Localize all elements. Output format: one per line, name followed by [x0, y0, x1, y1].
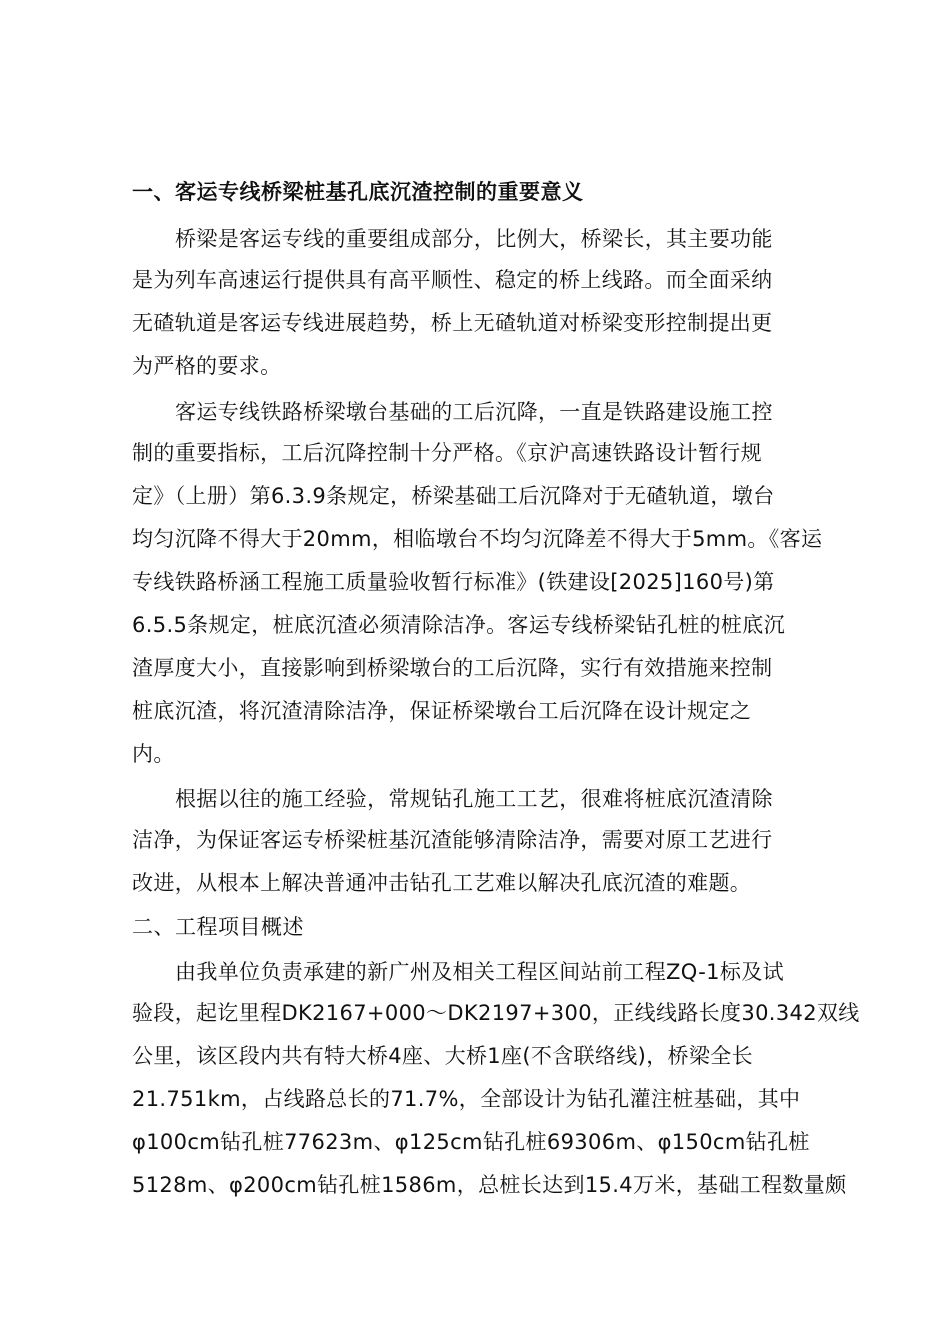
paragraph-line: 无碴轨道是客运专线进展趋势，桥上无碴轨道对桥梁变形控制提出更 [132, 311, 773, 335]
paragraph-line: 定》（上册）第6.3.9条规定，桥梁基础工后沉降对于无碴轨道，墩台 [132, 484, 775, 508]
paragraph-line: 客运专线铁路桥梁墩台基础的工后沉降，一直是铁路建设施工控 [175, 400, 773, 424]
paragraph-line: 内。 [132, 742, 175, 766]
paragraph-line: 为严格的要求。 [132, 354, 282, 378]
paragraph-line: 由我单位负责承建的新广州及相关工程区间站前工程ZQ-1标及试 [175, 960, 784, 984]
paragraph-line: 改进，从根本上解决普通冲击钻孔工艺难以解决孔底沉渣的难题。 [132, 871, 752, 895]
paragraph-line: 6.5.5条规定，桩底沉渣必须清除洁净。客运专线桥梁钻孔桩的桩底沉 [132, 613, 785, 637]
paragraph-line: 专线铁路桥涵工程施工质量验收暂行标准》(铁建设[2025]160号)第 [132, 570, 775, 594]
section-2-heading: 二、工程项目概述 [132, 915, 304, 939]
paragraph-line: 制的重要指标，工后沉降控制十分严格。《京沪高速铁路设计暂行规 [132, 441, 762, 465]
paragraph-line: 洁净，为保证客运专桥梁桩基沉渣能够清除洁净，需要对原工艺进行 [132, 828, 773, 852]
paragraph-line: 均匀沉降不得大于20mm，相临墩台不均匀沉降差不得大于5mm。《客运 [132, 527, 823, 551]
paragraph-line: 桩底沉渣，将沉渣清除洁净，保证桥梁墩台工后沉降在设计规定之 [132, 699, 752, 723]
paragraph-line: 根据以往的施工经验，常规钻孔施工工艺，很难将桩底沉渣清除 [175, 787, 773, 811]
paragraph-line: φ100cm钻孔桩77623m、φ125cm钻孔桩69306m、φ150cm钻孔桩 [132, 1130, 810, 1154]
section-1-heading: 一、客运专线桥梁桩基孔底沉渣控制的重要意义 [132, 180, 584, 204]
paragraph-line: 是为列车高速运行提供具有高平顺性、稳定的桥上线路。而全面采纳 [132, 268, 773, 292]
paragraph-line: 21.751km，占线路总长的71.7%，全部设计为钻孔灌注桩基础，其中 [132, 1087, 801, 1111]
paragraph-line: 桥梁是客运专线的重要组成部分，比例大，桥梁长，其主要功能 [175, 227, 773, 251]
paragraph-line: 渣厚度大小，直接影响到桥梁墩台的工后沉降，实行有效措施来控制 [132, 656, 773, 680]
paragraph-line: 5128m、φ200cm钻孔桩1586m，总桩长达到15.4万米，基础工程数量颇 [132, 1173, 847, 1197]
paragraph-line: 验段，起讫里程DK2167+000～DK2197+300，正线线路长度30.342双线 [132, 1001, 860, 1025]
paragraph-line: 公里，该区段内共有特大桥4座、大桥1座(不含联络线)，桥梁全长 [132, 1044, 753, 1068]
